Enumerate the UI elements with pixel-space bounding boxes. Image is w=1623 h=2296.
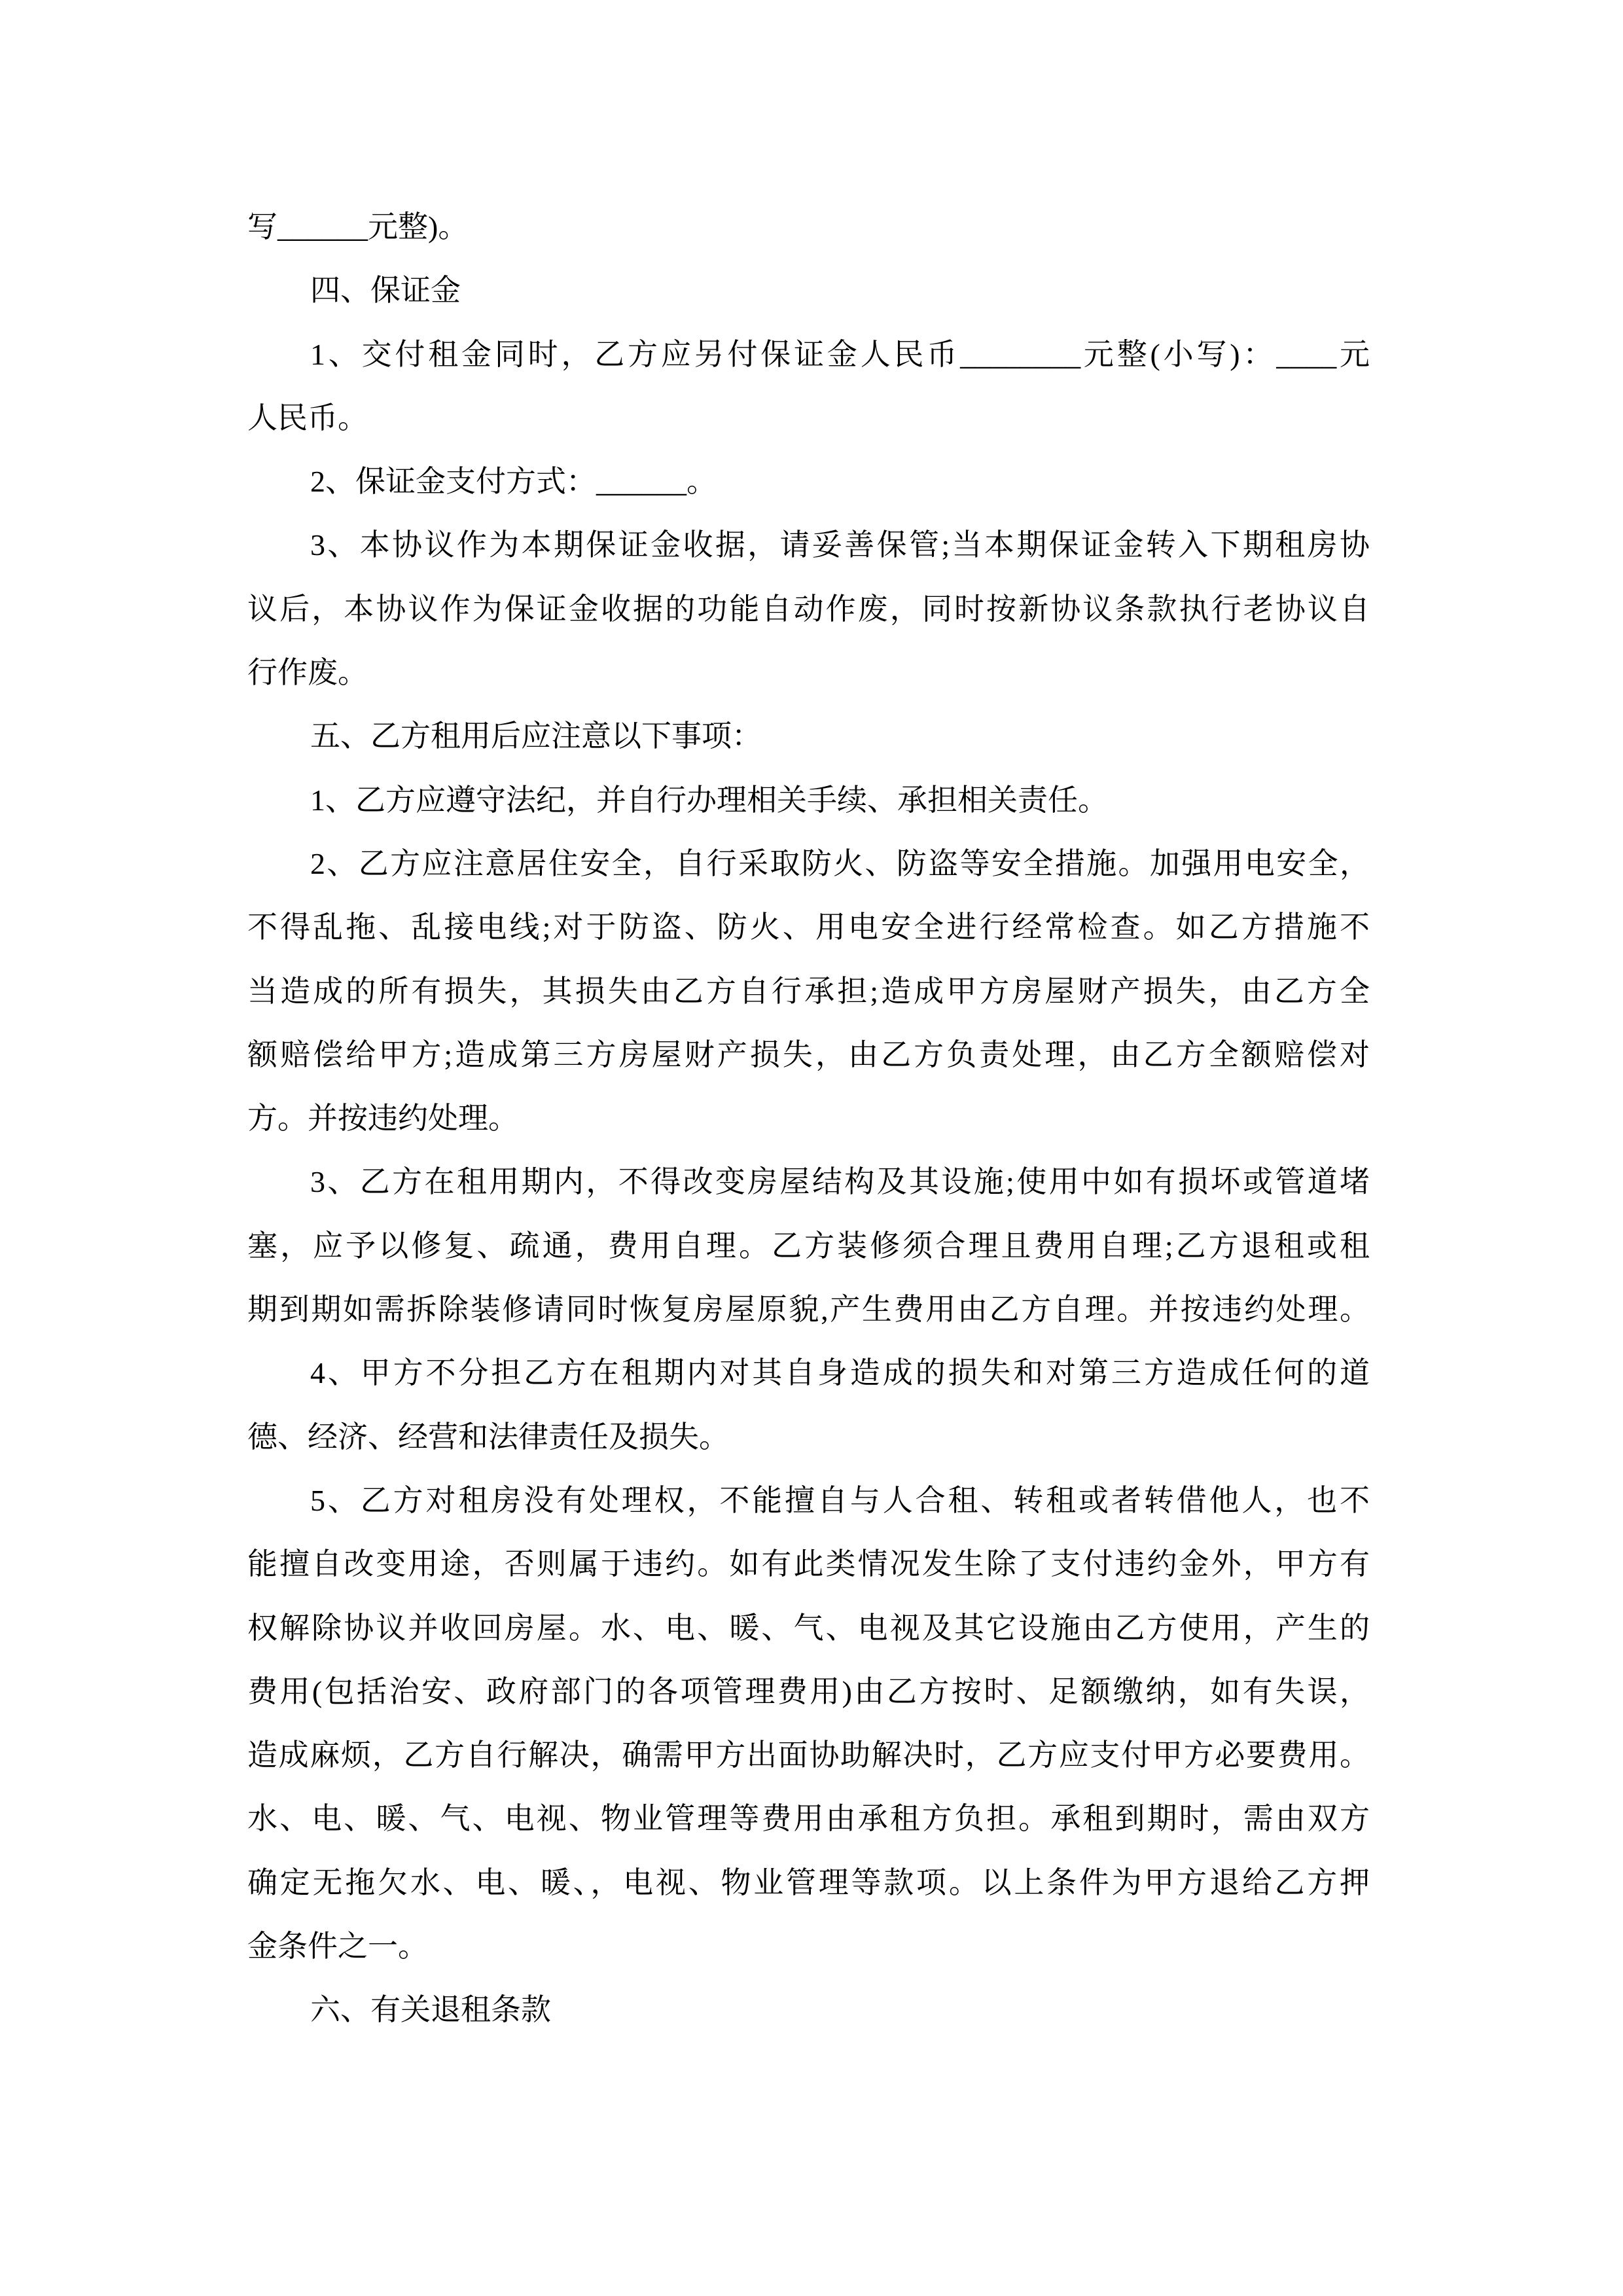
contract-text-line: 费用(包括治安、政府部门的各项管理费用)由乙方按时、足额缴纳，如有失误， (247, 1674, 1370, 1708)
contract-text-line: 2、保证金支付方式：______。 (310, 465, 717, 499)
contract-text-line: 1、乙方应遵守法纪，并自行办理相关手续、承担相关责任。 (310, 783, 1108, 817)
contract-text-block (247, 195, 1370, 2042)
contract-text-line: 议后，本协议作为保证金收据的功能自动作废，同时按新协议条款执行老协议自 (247, 592, 1370, 626)
contract-text-line: 期到期如需拆除装修请同时恢复房屋原貌,产生费用由乙方自理。并按违约处理。 (247, 1293, 1370, 1327)
contract-text-line: 五、乙方租用后应注意以下事项： (310, 719, 762, 753)
contract-text-line: 确定无拖欠水、电、暖、，电视、物业管理等款项。以上条件为甲方退给乙方押 (247, 1865, 1370, 1899)
contract-text-line: 权解除协议并收回房屋。水、电、暖、气、电视及其它设施由乙方使用，产生的 (247, 1611, 1370, 1645)
contract-text-line: 当造成的所有损失，其损失由乙方自行承担;造成甲方房屋财产损失，由乙方全 (247, 974, 1370, 1008)
contract-text-line: 1、交付租金同时，乙方应另付保证金人民币________元整(小写)：____元 (310, 337, 1370, 371)
contract-text-line: 六、有关退租条款 (310, 1993, 551, 2027)
contract-text-line: 行作废。 (247, 656, 368, 690)
contract-text-line: 不得乱拖、乱接电线;对于防盗、防火、用电安全进行经常检查。如乙方措施不 (247, 910, 1370, 944)
contract-text-line: 方。并按违约处理。 (247, 1102, 518, 1136)
contract-text-line: 写______元整)。 (247, 210, 469, 243)
contract-text-line: 5、乙方对租房没有处理权，不能擅自与人合租、转租或者转借他人，也不 (310, 1483, 1370, 1517)
contract-text-line: 塞，应予以修复、疏通，费用自理。乙方装修须合理且费用自理;乙方退租或租 (247, 1229, 1370, 1263)
contract-text-line: 德、经济、经营和法律责任及损失。 (247, 1420, 729, 1454)
contract-text-line: 能擅自改变用途，否则属于违约。如有此类情况发生除了支付违约金外，甲方有 (247, 1547, 1370, 1581)
contract-text-line: 4、甲方不分担乙方在租期内对其自身造成的损失和对第三方造成任何的道 (310, 1356, 1370, 1390)
contract-text-line: 四、保证金 (310, 274, 461, 308)
contract-text-line: 水、电、暖、气、电视、物业管理等费用由承租方负担。承租到期时，需由双方 (247, 1802, 1370, 1836)
contract-text-line: 3、本协议作为本期保证金收据，请妥善保管;当本期保证金转入下期租房协 (310, 528, 1370, 562)
contract-text-line: 3、乙方在租用期内，不得改变房屋结构及其设施;使用中如有损坏或管道堵 (310, 1165, 1370, 1199)
contract-text-line: 2、乙方应注意居住安全，自行采取防火、防盗等安全措施。加强用电安全， (310, 846, 1370, 880)
contract-text-line: 造成麻烦，乙方自行解决，确需甲方出面协助解决时，乙方应支付甲方必要费用。 (247, 1738, 1370, 1772)
contract-text-line: 额赔偿给甲方;造成第三方房屋财产损失，由乙方负责处理，由乙方全额赔偿对 (247, 1037, 1370, 1071)
contract-text-line: 人民币。 (247, 401, 368, 435)
contract-text-line: 金条件之一。 (247, 1929, 428, 1964)
